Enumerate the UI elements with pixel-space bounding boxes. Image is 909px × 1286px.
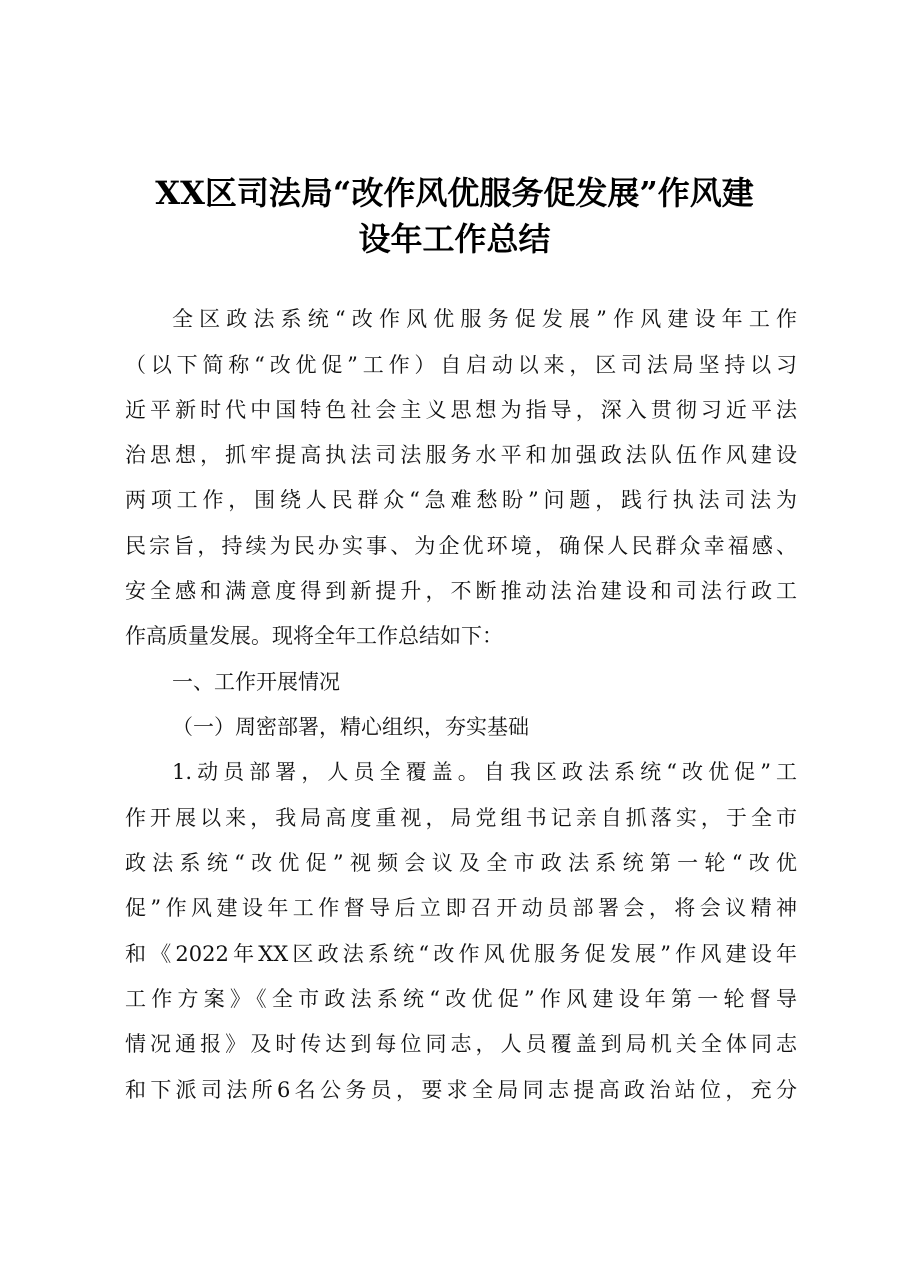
paragraph-line: 1.动员部署，人员全覆盖。自我区政法系统“改优促”工	[172, 760, 797, 784]
paragraph-line: 作高质量发展。现将全年工作总结如下：	[125, 624, 503, 648]
document-title-line-2: 设年工作总结	[358, 220, 551, 258]
paragraph-line: 民宗旨，持续为民办实事、为企优环境，确保人民群众幸福感、	[125, 534, 797, 558]
paragraph-line: （以下简称“改优促”工作）自启动以来，区司法局坚持以习	[125, 353, 797, 377]
paragraph-line: 政法系统“改优促”视频会议及全市政法系统第一轮“改优	[125, 851, 797, 875]
paragraph-line: 两项工作，围绕人民群众“急难愁盼”问题，践行执法司法为	[125, 488, 797, 512]
paragraph-line: 全区政法系统“改作风优服务促发展”作风建设年工作	[172, 307, 797, 331]
paragraph-line: 情况通报》及时传达到每位同志，人员覆盖到局机关全体同志	[125, 1032, 797, 1056]
paragraph-line: 工作方案》《全市政法系统“改优促”作风建设年第一轮督导	[125, 987, 797, 1011]
paragraph-line: 安全感和满意度得到新提升，不断推动法治建设和司法行政工	[125, 579, 797, 603]
paragraph-line: 和《2022年XX区政法系统“改作风优服务促发展”作风建设年	[125, 942, 797, 966]
paragraph-line: 近平新时代中国特色社会主义思想为指导，深入贯彻习近平法	[125, 398, 797, 422]
paragraph-line: 治思想，抓牢提高执法司法服务水平和加强政法队伍作风建设	[125, 443, 797, 467]
paragraph-line: 和下派司法所6名公务员，要求全局同志提高政治站位，充分	[125, 1078, 797, 1102]
paragraph-line: 促”作风建设年工作督导后立即召开动员部署会，将会议精神	[125, 896, 797, 920]
document-title-line-1: XX区司法局“改作风优服务促发展”作风建	[155, 174, 754, 212]
subsection-heading: （一）周密部署，精心组织，夯实基础	[172, 715, 529, 739]
section-heading: 一、工作开展情况	[172, 670, 340, 694]
paragraph-line: 作开展以来，我局高度重视，局党组书记亲自抓落实，于全市	[125, 806, 797, 830]
